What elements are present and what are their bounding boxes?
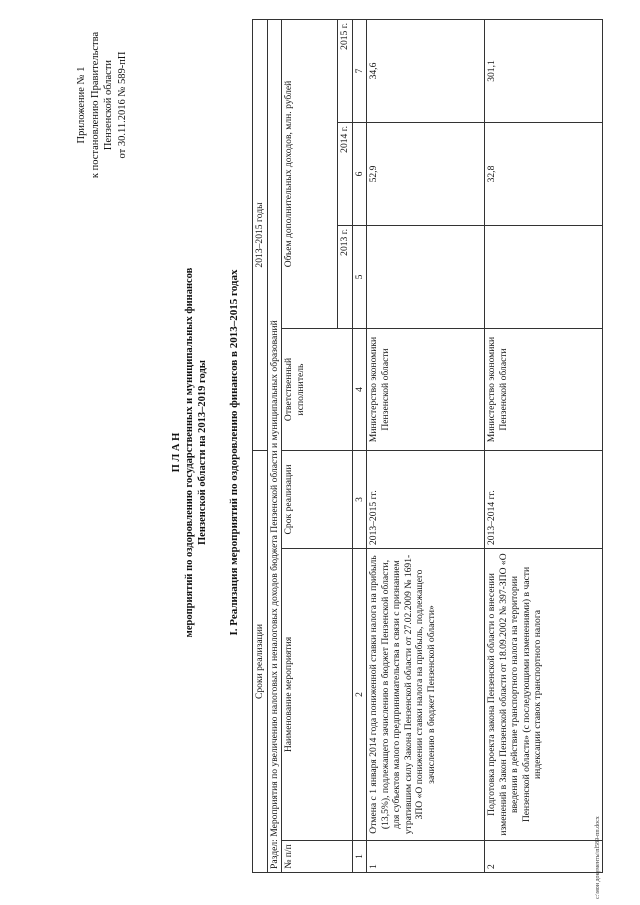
table-row bbox=[485, 20, 603, 873]
approval-line: от 30.11.2016 № 589-пП bbox=[116, 51, 128, 159]
row-term: 2013–2015 гг. bbox=[367, 451, 485, 549]
header-year: 2014 г. bbox=[338, 123, 353, 226]
row-value: 52,9 bbox=[367, 123, 485, 226]
row-value: 34,6 bbox=[367, 20, 485, 123]
approval-line: Пензенской области bbox=[103, 59, 114, 151]
col-number: 4 bbox=[352, 329, 367, 451]
header-resp: Ответственный исполнитель bbox=[282, 329, 353, 451]
measures-table bbox=[252, 19, 603, 873]
row-name: Отмена с 1 января 2014 года пониженной ставки налога на прибыль (13,5%), подлежащего зачислению в бюджет Пензенской области, для субъектов малого предпринимательства в связи с признанием утратившим силу Закона Пензенской области от 27.02.2009 № 1691-ЗПО «О понижении ставки налога на прибыль, подлежащего зачислению в бюджет Пензенской области» bbox=[367, 549, 485, 841]
approval-line: Приложение № 1 bbox=[76, 66, 87, 144]
row-value bbox=[367, 226, 485, 329]
row-term: 2013–2014 гг. bbox=[485, 451, 603, 549]
section-row: Раздел: Мероприятия по увеличению налоговых и неналоговых доходов бюджета Пензенской области и муниципальных образований bbox=[267, 20, 282, 873]
approval-line: к постановлению Правительства bbox=[89, 31, 101, 179]
period-label: Сроки реализации bbox=[253, 451, 268, 873]
table-row bbox=[367, 20, 485, 873]
header-term: Срок реализации bbox=[282, 451, 353, 549]
table-row bbox=[282, 20, 338, 873]
row-value: 301,1 bbox=[485, 20, 603, 123]
row-resp: Министерство экономики Пензенской области bbox=[485, 329, 603, 451]
header-year: 2015 г. bbox=[338, 20, 353, 123]
row-num: 1 bbox=[367, 841, 485, 873]
plan-subtitle: Пензенской области на 2013–2019 годы bbox=[197, 360, 208, 545]
header-volume: Объем дополнительных доходов, млн. рублей bbox=[282, 20, 338, 329]
table-row bbox=[352, 20, 367, 873]
col-number: 7 bbox=[352, 20, 367, 123]
col-number: 1 bbox=[352, 841, 367, 873]
plan-heading: П Л А Н bbox=[171, 432, 182, 473]
table-row bbox=[267, 20, 282, 873]
col-number: 5 bbox=[352, 226, 367, 329]
col-number: 6 bbox=[352, 123, 367, 226]
header-year: 2013 г. bbox=[338, 226, 353, 329]
header-name: Наименование мероприятия bbox=[282, 549, 353, 841]
table-row bbox=[253, 20, 268, 873]
approval-block bbox=[75, 20, 129, 190]
row-value: 32,8 bbox=[485, 123, 603, 226]
row-value bbox=[485, 226, 603, 329]
row-name: Подготовка проекта закона Пензенской области о внесении изменений в Закон Пензенской области от 18.09.2002 № 397-ЗПО «О введении в действие транспортного налога на территории Пензенской области» (с последующими изменениями) в части индексации ставок транспортного налога bbox=[485, 549, 603, 841]
section-title: I. Реализация мероприятий по оздоровлению финансов в 2013–2015 годах bbox=[228, 269, 240, 636]
row-num: 2 bbox=[485, 841, 603, 873]
row-resp: Министерство экономики Пензенской области bbox=[367, 329, 485, 451]
plan-subtitle: мероприятий по оздоровлению государственных и муниципальных финансов bbox=[184, 267, 195, 638]
header-num: № п/п bbox=[282, 841, 353, 873]
file-path-footer: c:\мои документы\пl589-пп.docx bbox=[595, 816, 601, 899]
col-number: 2 bbox=[352, 549, 367, 841]
period-value: 2013–2015 годы bbox=[253, 20, 268, 451]
col-number: 3 bbox=[352, 451, 367, 549]
